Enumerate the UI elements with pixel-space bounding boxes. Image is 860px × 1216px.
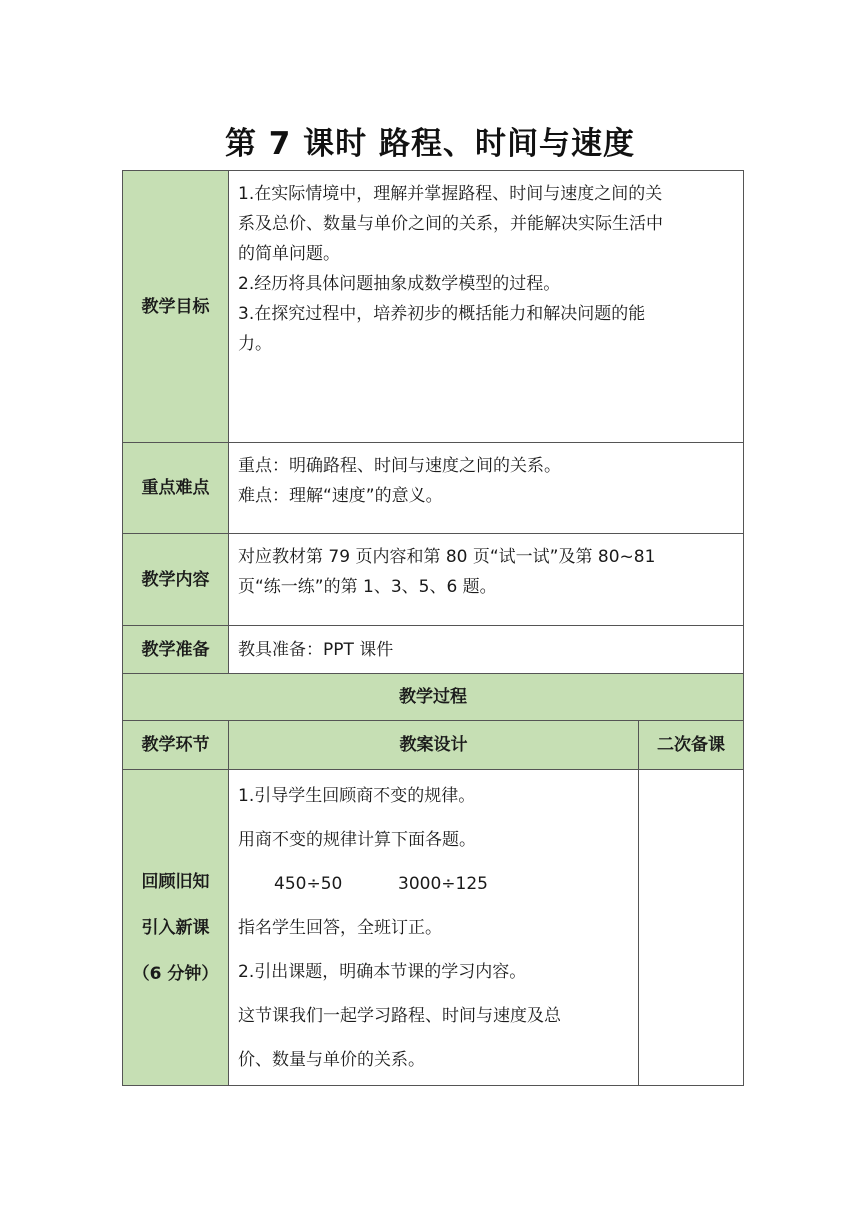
design-line: 价、数量与单价的关系。 — [238, 1050, 425, 1070]
key-points-content — [229, 443, 744, 534]
stage-label-line: （6 分钟） — [132, 963, 219, 984]
stage-notes — [639, 770, 744, 1086]
difficulty-line: 难点：理解“速度”的意义。 — [238, 486, 443, 506]
content-line: 页“练一练”的第 1、3、5、6 题。 — [238, 577, 497, 597]
key-points-row — [123, 443, 744, 534]
objective-line: 3.在探究过程中，培养初步的概括能力和解决问题的能 — [238, 304, 646, 324]
design-line: 用商不变的规律计算下面各题。 — [238, 830, 476, 850]
key-points-label: 重点难点 — [123, 443, 229, 534]
design-line: 2.引出课题，明确本节课的学习内容。 — [238, 962, 527, 982]
column-notes-header: 二次备课 — [639, 721, 744, 770]
calculation-item: 450÷50 — [274, 874, 343, 894]
stage-row — [123, 770, 744, 1086]
content-row — [123, 534, 744, 626]
calculation-item: 3000÷125 — [398, 874, 488, 894]
column-stage-header: 教学环节 — [123, 721, 229, 770]
stage-label — [123, 770, 229, 1086]
design-line: 这节课我们一起学习路程、时间与速度及总 — [238, 1006, 561, 1026]
design-line: 1.引导学生回顾商不变的规律。 — [238, 786, 476, 806]
lesson-plan-table — [122, 170, 744, 1086]
stage-label-line: 引入新课 — [141, 917, 210, 938]
objective-line: 的简单问题。 — [238, 244, 340, 264]
objective-line: 2.经历将具体问题抽象成数学模型的过程。 — [238, 274, 561, 294]
content-line: 对应教材第 79 页内容和第 80 页“试一试”及第 80~81 — [238, 547, 656, 567]
objective-line: 1.在实际情境中，理解并掌握路程、时间与速度之间的关 — [238, 184, 663, 204]
preparation-text: 教具准备：PPT 课件 — [229, 626, 744, 674]
preparation-label: 教学准备 — [123, 626, 229, 674]
content-text — [229, 534, 744, 626]
objectives-row — [123, 171, 744, 443]
objectives-content — [229, 171, 744, 443]
stage-label-line: 回顾旧知 — [141, 871, 210, 892]
stage-design — [229, 770, 639, 1086]
process-header-row — [123, 674, 744, 721]
design-line: 指名学生回答，全班订正。 — [238, 918, 442, 938]
column-header-row — [123, 721, 744, 770]
column-design-header: 教案设计 — [229, 721, 639, 770]
objective-line: 力。 — [238, 334, 272, 354]
calculation-exercises — [238, 869, 630, 899]
objectives-label: 教学目标 — [123, 171, 229, 443]
objective-line: 系及总价、数量与单价之间的关系，并能解决实际生活中 — [238, 214, 663, 234]
key-point-line: 重点：明确路程、时间与速度之间的关系。 — [238, 456, 561, 476]
page-title: 第 7 课时 路程、时间与速度 — [225, 126, 635, 162]
content-label: 教学内容 — [123, 534, 229, 626]
process-label: 教学过程 — [123, 674, 744, 721]
preparation-row — [123, 626, 744, 674]
